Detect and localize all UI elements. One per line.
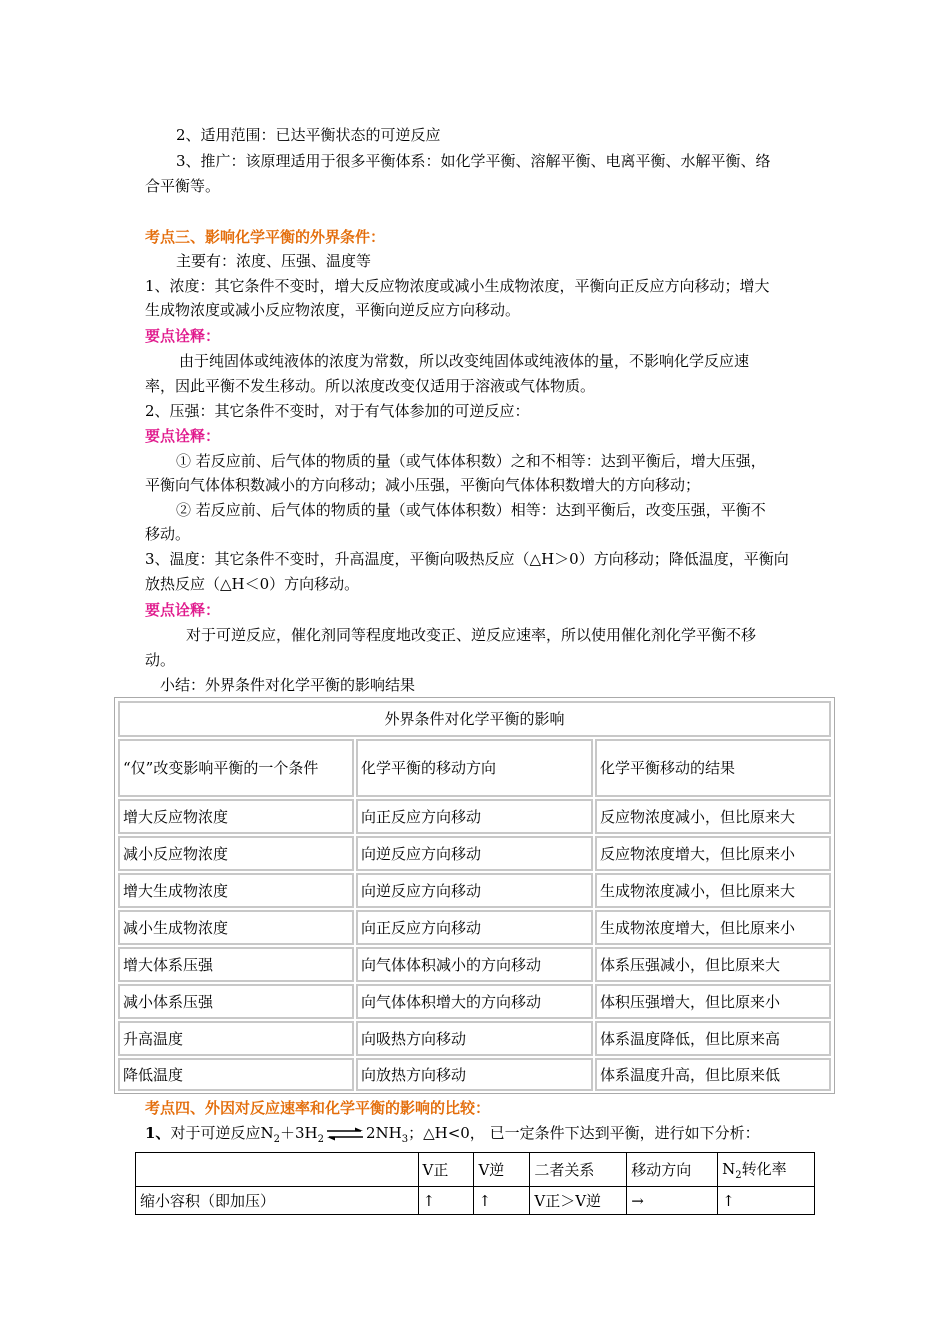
temperature-text: 3、温度：其它条件不变时，升高温度，平衡向吸热反应（△H＞0）方向移动；降低温度，平衡向 <box>145 550 789 568</box>
table-cell: 向放热方向移动 <box>356 1058 593 1091</box>
reaction-line <box>145 1123 760 1150</box>
reaction-h2: ＋3H <box>279 1124 318 1142</box>
table-cell: 向逆反应方向移动 <box>356 873 593 908</box>
extension-text: 3、推广：该原理适用于很多平衡体系：如化学平衡、溶解平衡、电离平衡、水解平衡、络 <box>176 152 771 170</box>
catalyst-note: 对于可逆反应，催化剂同等程度地改变正、逆反应速率，所以使用催化剂化学平衡不移 <box>186 626 757 644</box>
comparison-table <box>135 1152 815 1215</box>
pressure-note-1: ① 若反应前、后气体的物质的量（或气体体积数）之和不相等：达到平衡后，增大压强， <box>176 452 766 470</box>
note-label: 要点诠释： <box>145 601 221 619</box>
cmp-cell-v-reverse: ↑ <box>474 1187 530 1215</box>
pressure-note-2-cont: 移动。 <box>145 525 191 543</box>
table-cell: 向气体体积增大的方向移动 <box>356 984 593 1019</box>
table-cell: 降低温度 <box>118 1058 354 1091</box>
summary-caption: 小结：外界条件对化学平衡的影响结果 <box>160 676 416 694</box>
section3-intro: 主要有：浓度、压强、温度等 <box>176 252 372 270</box>
reaction-n2-sub: 2 <box>273 1134 280 1145</box>
cmp-header-v-reverse: V逆 <box>474 1153 530 1187</box>
cmp-cell-direction: → <box>627 1187 718 1215</box>
summary-table-title: 外界条件对化学平衡的影响 <box>118 701 831 737</box>
table-cell: 减小反应物浓度 <box>118 836 354 871</box>
equilibrium-arrow-icon <box>326 1127 364 1141</box>
cmp-cell-v-forward: ↑ <box>418 1187 474 1215</box>
note-label: 要点诠释： <box>145 327 221 345</box>
scope-text: 2、适用范围：已达平衡状态的可逆反应 <box>176 126 441 144</box>
concentration-text-cont: 生成物浓度或减小反应物浓度，平衡向逆反应方向移动。 <box>145 301 521 319</box>
table-cell: 向正反应方向移动 <box>356 799 593 834</box>
table-cell: 反应物浓度减小，但比原来大 <box>595 799 831 834</box>
temperature-text-cont: 放热反应（△H＜0）方向移动。 <box>145 575 360 593</box>
cmp-header-blank <box>136 1153 419 1187</box>
table-cell: 体积压强增大，但比原来小 <box>595 984 831 1019</box>
reaction-h2-sub: 2 <box>317 1134 324 1145</box>
table-cell: 体系温度降低，但比原来高 <box>595 1021 831 1056</box>
summary-table <box>114 697 835 1094</box>
table-cell: 增大反应物浓度 <box>118 799 354 834</box>
pressure-note-2: ② 若反应前、后气体的物质的量（或气体体积数）相等：达到平衡后，改变压强，平衡不 <box>176 501 766 519</box>
cmp-header-relation: 二者关系 <box>530 1153 627 1187</box>
header-direction: 化学平衡的移动方向 <box>356 739 593 797</box>
reaction-nh3: 2NH <box>365 1124 402 1142</box>
catalyst-note-cont: 动。 <box>145 651 176 669</box>
table-cell: 生成物浓度减小，但比原来大 <box>595 873 831 908</box>
table-cell: 生成物浓度增大，但比原来小 <box>595 910 831 945</box>
reaction-nh3-sub: 3 <box>401 1134 409 1145</box>
cmp-header-direction: 移动方向 <box>627 1153 718 1187</box>
item-number: 1、 <box>145 1124 171 1142</box>
table-cell: 增大体系压强 <box>118 947 354 982</box>
concentration-text: 1、浓度：其它条件不变时，增大反应物浓度或减小生成物浓度，平衡向正反应方向移动；增大 <box>145 277 770 295</box>
table-cell: 向吸热方向移动 <box>356 1021 593 1056</box>
table-cell: 减小生成物浓度 <box>118 910 354 945</box>
reaction-intro: 对于可逆反应 <box>170 1124 261 1142</box>
reaction-n2: N <box>260 1124 274 1142</box>
table-cell: 体系压强减小，但比原来大 <box>595 947 831 982</box>
cmp-header-n-sub: 2 <box>735 1170 742 1181</box>
cmp-header-conversion <box>718 1153 815 1187</box>
concentration-note: 由于纯固体或纯液体的浓度为常数，所以改变纯固体或纯液体的量，不影响化学反应速 <box>179 352 750 370</box>
table-cell: 体系温度升高，但比原来低 <box>595 1058 831 1091</box>
cmp-header-n: N <box>722 1160 736 1178</box>
table-cell: 向正反应方向移动 <box>356 910 593 945</box>
section4-heading: 考点四、外因对反应速率和化学平衡的影响的比较： <box>145 1099 491 1117</box>
table-cell: 减小体系压强 <box>118 984 354 1019</box>
cmp-header-v-forward: V正 <box>418 1153 474 1187</box>
header-result: 化学平衡移动的结果 <box>595 739 831 797</box>
pressure-note-1-cont: 平衡向气体体积数减小的方向移动；减小压强，平衡向气体体积数增大的方向移动； <box>145 476 701 494</box>
pressure-text: 2、压强：其它条件不变时，对于有气体参加的可逆反应： <box>145 402 530 420</box>
table-cell: 增大生成物浓度 <box>118 873 354 908</box>
extension-text-cont: 合平衡等。 <box>145 177 221 195</box>
header-condition: “仅”改变影响平衡的一个条件 <box>118 739 354 797</box>
table-cell: 升高温度 <box>118 1021 354 1056</box>
reaction-condition: ；△H<0， 已一定条件下达到平衡，进行如下分析： <box>408 1124 760 1142</box>
note-label: 要点诠释： <box>145 427 221 445</box>
section3-heading: 考点三、影响化学平衡的外界条件： <box>145 228 386 246</box>
table-cell: 向气体体积减小的方向移动 <box>356 947 593 982</box>
concentration-note-cont: 率，因此平衡不发生移动。所以浓度改变仅适用于溶液或气体物质。 <box>145 377 596 395</box>
cmp-cell-relation: V正＞V逆 <box>530 1187 627 1215</box>
cmp-cell-conversion: ↑ <box>718 1187 815 1215</box>
cmp-cell-condition: 缩小容积（即加压） <box>136 1187 419 1215</box>
table-cell: 反应物浓度增大，但比原来小 <box>595 836 831 871</box>
table-cell: 向逆反应方向移动 <box>356 836 593 871</box>
cmp-header-rate: 转化率 <box>741 1160 787 1178</box>
